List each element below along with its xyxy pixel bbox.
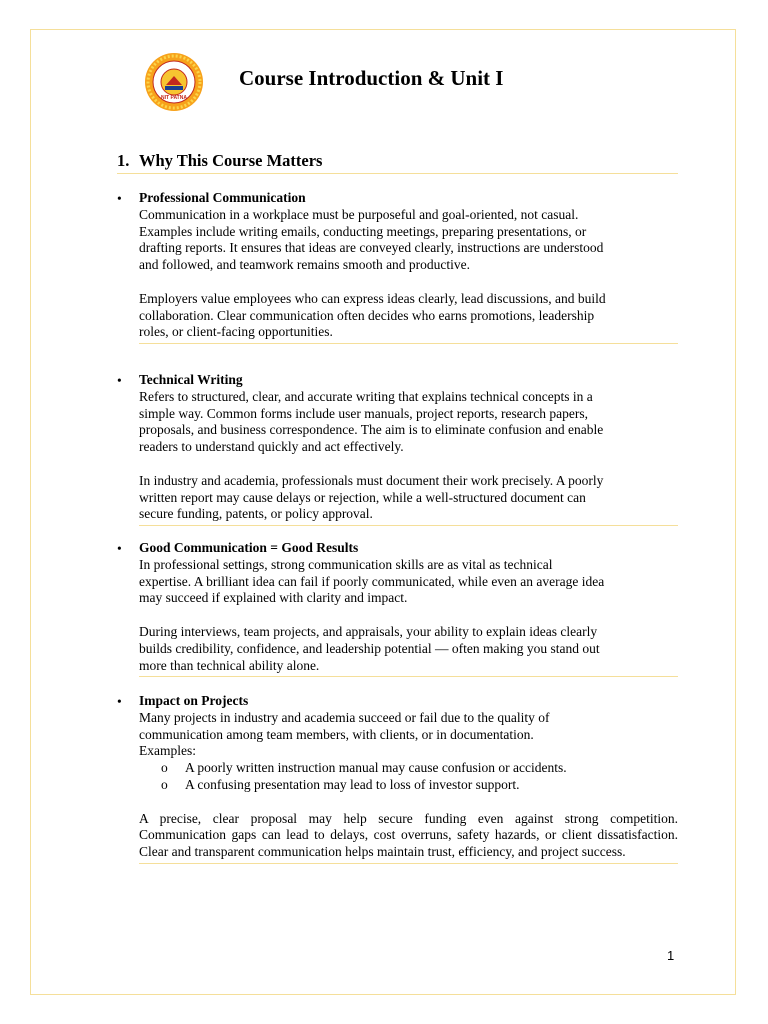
text-line: During interviews, team projects, and appraisals, your ability to explain ideas clearly xyxy=(139,623,598,639)
block-paragraph xyxy=(139,473,678,523)
text-line: Communication in a workplace must be purposeful and goal-oriented, not casual. xyxy=(139,206,579,222)
closing-paragraph: A precise, clear proposal may help secure funding even against strong competition. Communication gaps can lead to delays, cost overruns, safety hazards, or client dissatisfaction. Clear and transparent communication helps maintain trust, efficiency, and project success. xyxy=(139,810,678,860)
text-line: proposals, and business correspondence. The aim is to eliminate confusion and enable xyxy=(139,422,604,438)
logo-text: NIT PATNA xyxy=(161,95,187,101)
text-line: Refers to structured, clear, and accurate writing that explains technical concepts in a xyxy=(139,388,593,404)
text-line: In professional settings, strong communication skills are as vital as technical xyxy=(139,556,553,572)
bullet-professional-communication xyxy=(117,190,678,344)
block-title: Impact on Projects xyxy=(139,693,249,708)
text-line: drafting reports. It ensures that ideas are conveyed clearly, instructions are understood xyxy=(139,240,604,256)
list-item xyxy=(139,760,678,777)
example-text: A poorly written instruction manual may cause confusion or accidents. xyxy=(185,760,567,776)
block-paragraph xyxy=(139,710,678,794)
bullet-icon: • xyxy=(117,191,122,206)
block-paragraph xyxy=(139,389,678,456)
text-line: simple way. Common forms include user manuals, project reports, research papers, xyxy=(139,405,588,421)
bullet-impact-on-projects xyxy=(117,693,678,864)
bullet-technical-writing xyxy=(117,372,678,526)
bullet-icon: • xyxy=(117,541,122,556)
text-line: readers to understand quickly and act effectively. xyxy=(139,439,404,455)
section-title: Why This Course Matters xyxy=(139,151,323,170)
page-number: 1 xyxy=(667,948,675,963)
examples-list xyxy=(139,760,678,794)
text-line: secure funding, patents, or policy approval. xyxy=(139,506,373,522)
text-line: In industry and academia, professionals must document their work precisely. A poorly xyxy=(139,472,604,488)
text-line: Employers value employees who can express ideas clearly, lead discussions, and build xyxy=(139,290,606,306)
text-line: may succeed if explained with clarity and impact. xyxy=(139,590,408,606)
block-paragraph xyxy=(139,291,678,341)
text-line: Many projects in industry and academia succeed or fail due to the quality of xyxy=(139,709,550,725)
bullet-good-communication xyxy=(117,540,678,677)
text-line: roles, or client-facing opportunities. xyxy=(139,324,333,340)
block-paragraph xyxy=(139,557,678,607)
list-item xyxy=(139,777,678,794)
text-line: more than technical ability alone. xyxy=(139,657,320,673)
institute-logo xyxy=(144,52,204,112)
text-line: builds credibility, confidence, and leadership potential — often making you stand out xyxy=(139,640,600,656)
text-line: expertise. A brilliant idea can fail if poorly communicated, while even an average idea xyxy=(139,573,605,589)
text-line: collaboration. Clear communication often decides who earns promotions, leadership xyxy=(139,307,595,323)
section-number: 1. xyxy=(117,151,130,170)
section-heading xyxy=(117,151,678,174)
block-paragraph xyxy=(139,624,678,674)
block-title: Professional Communication xyxy=(139,190,306,205)
circle-bullet-icon: o xyxy=(161,760,168,776)
circle-bullet-icon: o xyxy=(161,776,168,792)
page-title: Course Introduction & Unit I xyxy=(239,66,504,90)
block-title: Technical Writing xyxy=(139,372,243,387)
logo-rays xyxy=(145,53,203,111)
bullet-icon: • xyxy=(117,694,122,709)
text-line: communication among team members, with clients, or in documentation. xyxy=(139,726,534,742)
text-line: and followed, and teamwork remains smooth and productive. xyxy=(139,257,471,273)
text-line: Examples: xyxy=(139,743,196,759)
text-line: Examples include writing emails, conducting meetings, preparing presentations, or xyxy=(139,223,587,239)
bullet-icon: • xyxy=(117,373,122,388)
block-paragraph xyxy=(139,207,678,274)
text-line: written report may cause delays or rejection, while a well-structured document can xyxy=(139,489,586,505)
example-text: A confusing presentation may lead to loss of investor support. xyxy=(185,776,520,792)
block-title: Good Communication = Good Results xyxy=(139,540,359,555)
